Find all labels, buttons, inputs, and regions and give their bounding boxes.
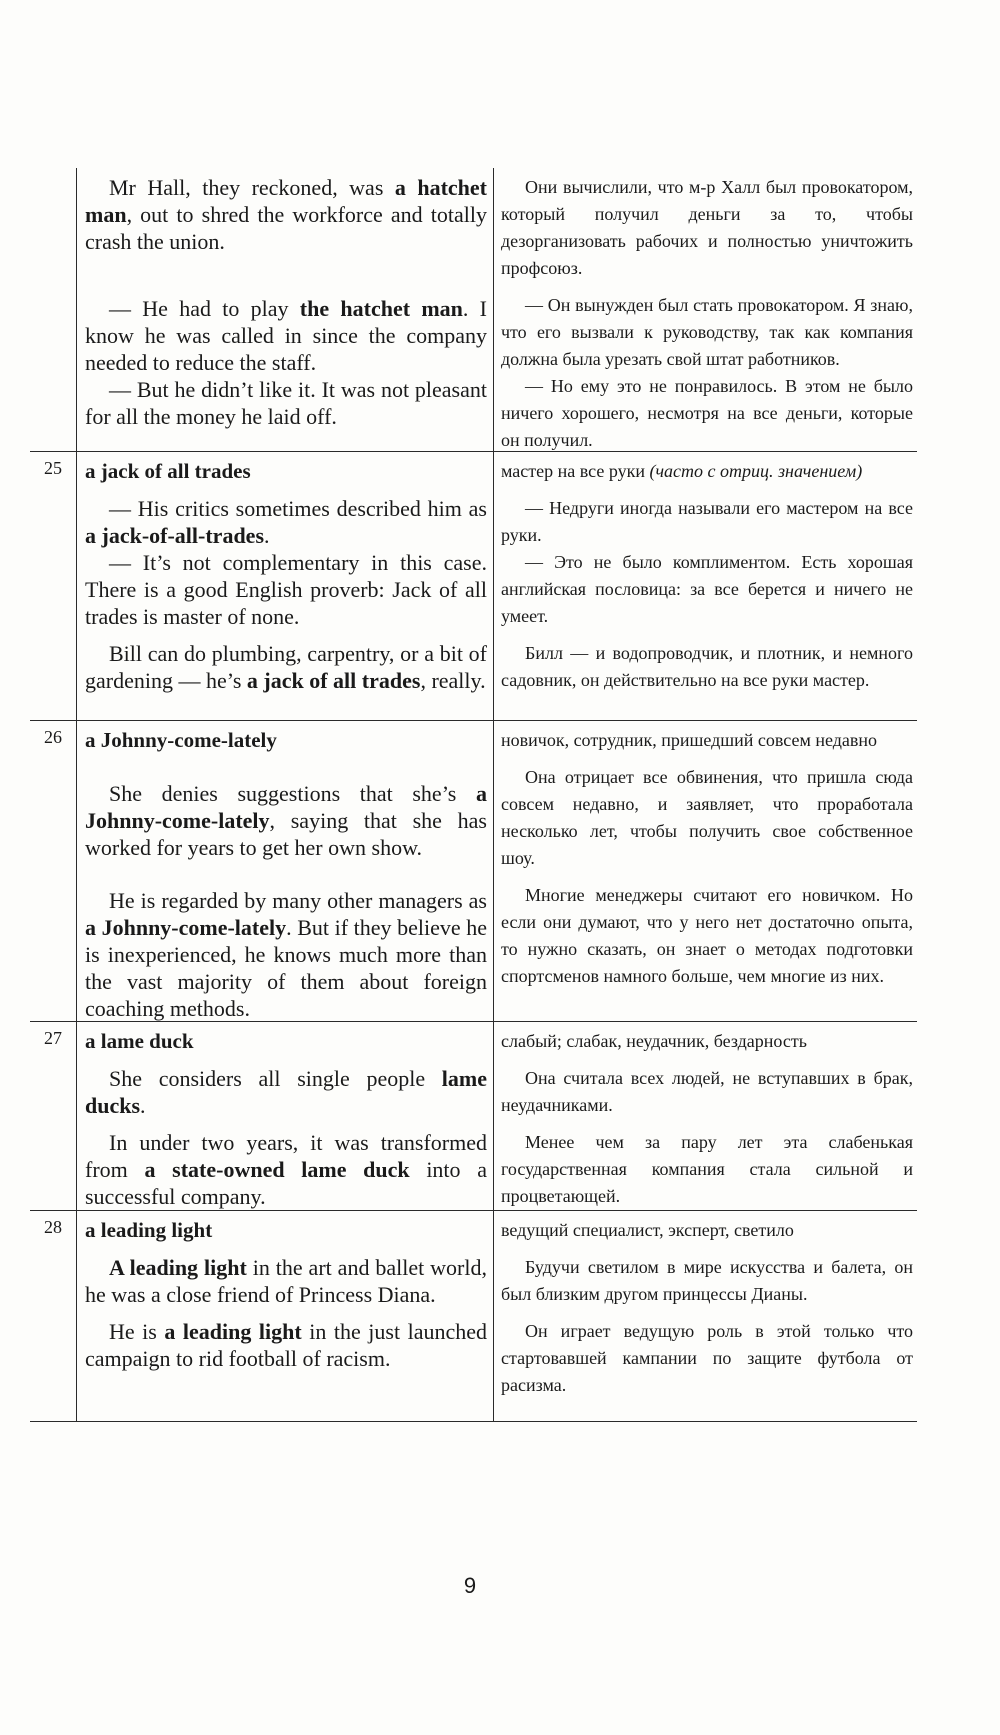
entry-number (30, 168, 76, 451)
english-example: He is a leading light in the just launched campaign to rid football of racism. (85, 1319, 488, 1371)
idiom-headword: a Johnny-come-lately (85, 728, 277, 752)
english-example: — It’s not complementary in this case. There is a good English proverb: Jack of all trades is master of none. (85, 550, 487, 629)
russian-cell (494, 452, 917, 720)
idiom-translation: слабый; слабак, неудачник, бездарность (501, 1031, 807, 1051)
russian-cell (494, 721, 917, 1021)
english-example: — He had to play the hatchet man. I know he was called in since the company needed to reduce the staff. (85, 296, 488, 375)
table-row (30, 168, 917, 452)
entry-number: 25 (44, 458, 62, 478)
russian-example: — Недруги иногда называли его мастером на все руки. (501, 498, 913, 545)
russian-cell (494, 168, 917, 451)
russian-cell (494, 1022, 917, 1210)
russian-example: — Он вынужден был стать провокатором. Я знаю, что его вызвали к руководству, так как компания должна была урезать свой штат работников. (501, 295, 913, 369)
entry-number: 27 (44, 1028, 62, 1048)
russian-example: — Но ему это не понравилось. В этом не было ничего хорошего, несмотря на все деньги, которые он получил. (501, 376, 913, 450)
table-row (30, 452, 917, 721)
idiom-translation: ведущий специалист, эксперт, светило (501, 1220, 794, 1240)
russian-example: Они вычислили, что м-р Халл был провокатором, который получил деньги за то, чтобы дезорганизовать рабочих и полностью уничтожить профсоюз. (501, 177, 913, 278)
english-cell (76, 1211, 494, 1421)
english-cell (76, 1022, 494, 1210)
idiom-headword: a jack of all trades (85, 459, 251, 483)
english-example: — But he didn’t like it. It was not pleasant for all the money he laid off. (85, 377, 487, 429)
english-example: — His critics sometimes described him as a jack-of-all-trades. (85, 496, 487, 548)
idiom-headword: a leading light (85, 1218, 213, 1242)
russian-example: Многие менеджеры считают его новичком. Но если они думают, что у него нет достаточно опыта, то нужно сказать, он знает о методах подготовки спортсменов намного больше, чем многие из них. (501, 885, 913, 986)
russian-example: Менее чем за пару лет эта слабенькая государственная компания стала сильной и процветающей. (501, 1132, 913, 1206)
idiom-translation: новичок, сотрудник, пришедший совсем недавно (501, 730, 877, 750)
english-cell (76, 452, 494, 720)
russian-example: Она отрицает все обвинения, что пришла сюда совсем недавно, и заявляет, что проработала несколько лет, чтобы получить свое собственное шоу. (501, 767, 913, 868)
english-cell (76, 168, 494, 451)
table-row (30, 1022, 917, 1211)
english-example: Mr Hall, they reckoned, was a hatchet man, out to shred the workforce and totally crash the union. (85, 175, 487, 254)
idiom-translation: мастер на все руки (часто с отриц. значением) (501, 461, 863, 481)
russian-example: Будучи светилом в мире искусства и балета, он был близким другом принцессы Дианы. (501, 1257, 913, 1304)
idiom-headword: a lame duck (85, 1029, 194, 1053)
english-example: Bill can do plumbing, carpentry, or a bit of gardening — he’s a jack of all trades, really. (85, 641, 487, 693)
english-example: She considers all single people lame ducks. (85, 1066, 487, 1118)
idiom-table (30, 168, 917, 1422)
entry-number: 26 (44, 727, 62, 747)
page-number: 9 (463, 1573, 477, 1598)
english-example: He is regarded by many other managers as a Johnny-come-lately. But if they believe he is inexperienced, he knows much more than the vast majority of them about foreign coaching methods. (85, 888, 488, 1021)
english-example: A leading light in the art and ballet world, he was a close friend of Princess Diana. (85, 1255, 487, 1307)
table-row (30, 1211, 917, 1422)
english-example: In under two years, it was transformed from a state-owned lame duck into a successful company. (85, 1130, 487, 1209)
russian-example: — Это не было комплиментом. Есть хорошая английская пословица: за все берется и ничего не умеет. (501, 552, 913, 626)
russian-cell (494, 1211, 917, 1421)
entry-number: 28 (44, 1217, 62, 1237)
english-example: She denies suggestions that she’s a Johnny-come-lately, saying that she has worked for years to get her own show. (85, 781, 487, 860)
russian-example: Билл — и водопроводчик, и плотник, и немного садовник, он действительно на все руки мастер. (501, 643, 913, 690)
russian-example: Он играет ведущую роль в этой только что стартовавшей кампании по защите футбола от расизма. (501, 1321, 913, 1395)
english-cell (76, 721, 494, 1021)
table-row (30, 721, 917, 1022)
russian-example: Она считала всех людей, не вступавших в брак, неудачниками. (501, 1068, 913, 1115)
